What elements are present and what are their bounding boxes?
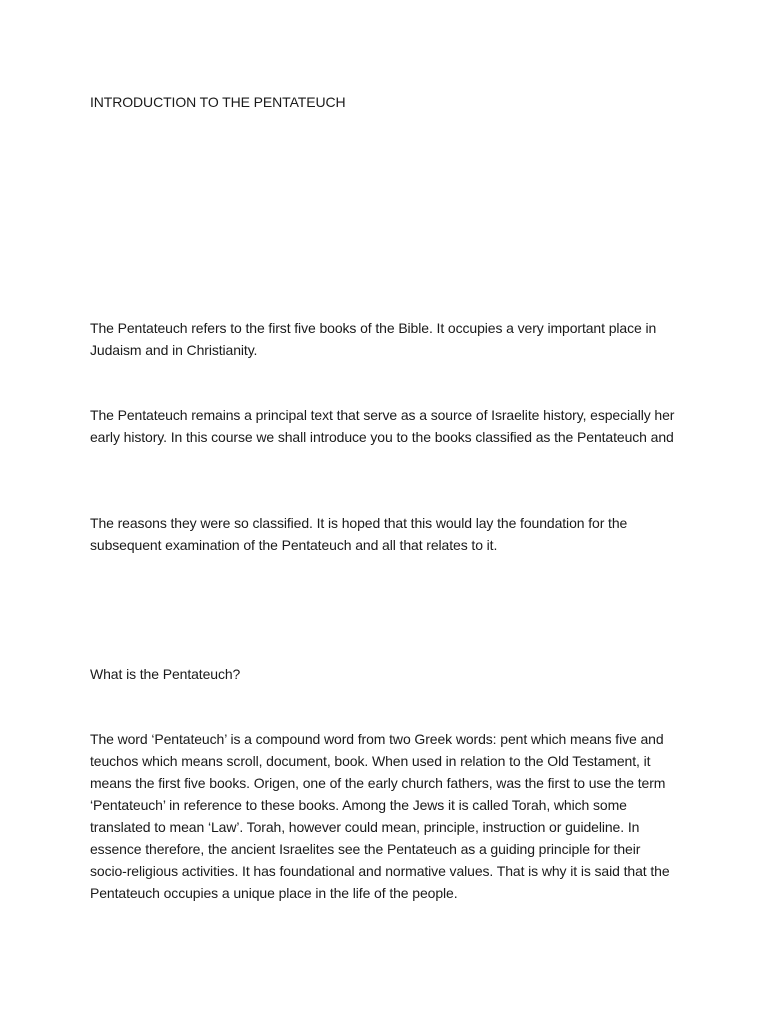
- paragraph-principal-text: The Pentateuch remains a principal text that serve as a source of Israelite history, especially her early history. In this course we shall introduce you to the books classified as the Pentateuch and: [90, 407, 675, 445]
- paragraph-reasons: The reasons they were so classified. It is hoped that this would lay the foundation for the subsequent examination of the Pentateuch and all that relates to it.: [90, 515, 628, 553]
- document-title: INTRODUCTION TO THE PENTATEUCH: [90, 94, 346, 110]
- paragraph-definition: The Pentateuch refers to the first five books of the Bible. It occupies a very important place in Judaism and in Christianity.: [90, 320, 657, 358]
- section-heading: What is the Pentateuch?: [90, 666, 241, 682]
- paragraph-etymology: The word ‘Pentateuch’ is a compound word from two Greek words: pent which means five and teuchos which means scroll, document, book. When used in relation to the Old Testament, it means the first five books. Origen, one of the early church fathers, was the first to use the term ‘Pentateuch’ in reference to these books. Among the Jews it is called Torah, which some translated to mean ‘Law’. Torah, however could mean, principle, instruction or guideline. In essence therefore, the ancient Israelites see the Pentateuch as a guiding principle for their socio-religious activities. It has foundational and normative values. That is why it is said that the Pentateuch occupies a unique place in the life of the people.: [90, 731, 670, 901]
